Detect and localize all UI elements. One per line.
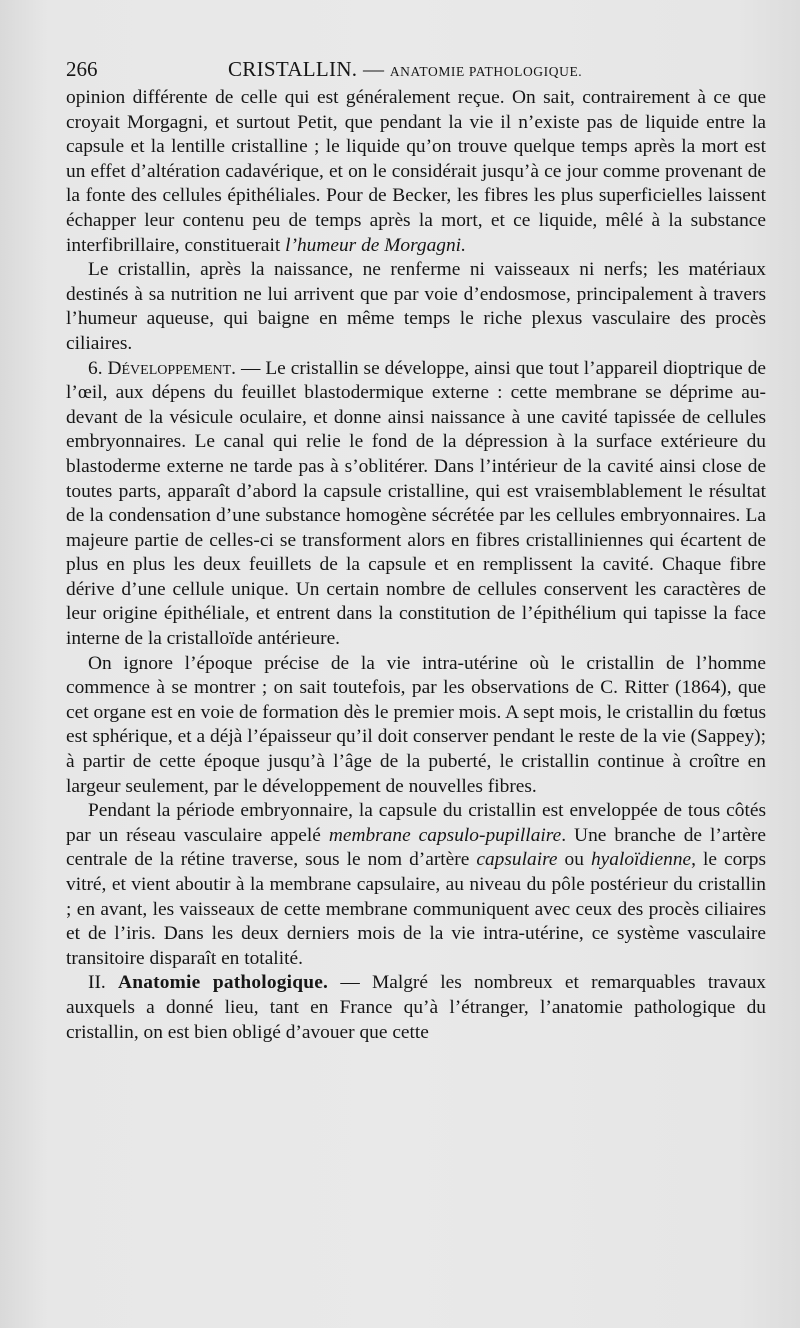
section-number: 6. [88,357,108,379]
italic-term: membrane capsulo-pupillaire [328,824,562,846]
section-heading-developpement: Développement. [107,357,237,379]
section-number: II. [88,972,119,994]
running-head-title: CRISTALLIN. [228,57,358,81]
paragraph-text: Le cristallin, après la naissance, ne renferme ni vaisseaux ni nerfs; les matériaux destinés à sa nutrition ne lui arrivent que par voie d’endosmose, principalement à travers l’humeur aqueuse, qui baigne en même temps le riche plexus vasculaire des procès ciliaires. [66,259,766,354]
body-text [66,86,766,1045]
paragraph-text: opinion différente de celle qui est généralement reçue. On sait, contrairement à ce que croyait Morgagni, et surtout Petit, que pendant la vie il n’existe pas de liquide entre la capsule et la lentille cristalline ; le liquide qu’on trouve quelque temps après la mort est un effet d’altération cadavérique, et on le considérait jusqu’à ce jour comme provenant de la fonte des cellules épithéliales. Pour de Becker, les fibres les plus superficielles laissent échapper leur contenu peu de temps après la mort, et ce liquide, mêlé à la substance interfibrillaire, constituerait [66,87,766,256]
paragraph-anatomie-pathologique [66,971,766,1045]
paragraph-text: . Une branche de l’artère centrale de la rétine traverse, sous le nom d’artère [66,824,766,871]
section-heading-anatomie-pathologique: Anatomie pathologique. [118,972,329,994]
paragraph-periode-embryonnaire [66,799,766,971]
running-head [228,52,582,89]
page-number: 266 [66,57,98,81]
paragraph-epoque [66,652,766,800]
paragraph-developpement [66,357,766,652]
paragraph-text: — Le cristallin se développe, ainsi que tout l’appareil dioptrique de l’œil, aux dépens du feuillet blastodermique externe : cette membrane se déprime au-devant de la vésicule oculaire, et donne ainsi naissance à une cavité tapissée de cellules embryonnaires. Le canal qui relie le fond de la dépression à la surface extérieure du blastoderme externe ne tarde pas à s’oblitérer. Dans l’intérieur de la cavité ainsi close de toutes parts, apparaît d’abord la capsule cristalline, qui est vraisemblablement le résultat de la condensation d’une substance homogène sécrétée par les cellules embryonnaires. La majeure partie de celles-ci se transforment alors en fibres cristalliniennes qui écartent de plus en plus les deux feuillets de la capsule et en remplissent la cavité. Chaque fibre dérive d’une cellule unique. Un certain nombre de cellules conservent les caractères de leur origine épithéliale, et entrent dans la constitution de l’épithélium qui tapisse la face interne de la cristalloïde antérieure. [66,357,766,650]
paragraph-nutrition [66,258,766,356]
paragraph-text: , le corps vitré, et vient aboutir à la membrane capsulaire, au niveau du pôle postérieur du cristallin ; en avant, les vaisseaux de cette membrane communiquent avec ceux des procès ciliaires et de l’iris. Dans les deux derniers mois de la vie intra-utérine, ce système vasculaire transitoire disparaît en totalité. [66,849,766,969]
page-header [66,52,766,86]
italic-term: hyaloïdienne [590,849,692,871]
italic-term: l’humeur de Morgagni. [285,234,466,256]
paragraph-text: — Malgré les nombreux et remarquables travaux auxquels a donné lieu, tant en France qu’à l’étranger, l’anatomie pathologique du cristallin, on est bien obligé d’avouer que cette [66,972,766,1043]
running-head-separator: — [362,57,385,81]
paragraph-text: Pendant la période embryonnaire, la capsule du cristallin est enveloppée de tous côtés par un réseau vasculaire appelé [66,800,766,846]
paragraph-text: On ignore l’époque précise de la vie intra-utérine où le cristallin de l’homme commence à se montrer ; on sait toutefois, par les observations de C. Ritter (1864), que cet organe est en voie de formation dès le premier mois. A sept mois, le cristallin du fœtus est sphérique, et a déjà l’épaisseur qu’il doit conserver pendant le reste de la vie (Sappey); à partir de cette époque jusqu’à l’âge de la puberté, le cristallin continue à croître en largeur seulement, par le développement de nouvelles fibres. [66,652,766,797]
paragraph-text: ou [557,849,591,871]
paragraph-continuation [66,86,766,258]
running-head-subtitle: ANATOMIE PATHOLOGIQUE. [389,64,583,79]
italic-term: capsulaire [476,849,558,871]
